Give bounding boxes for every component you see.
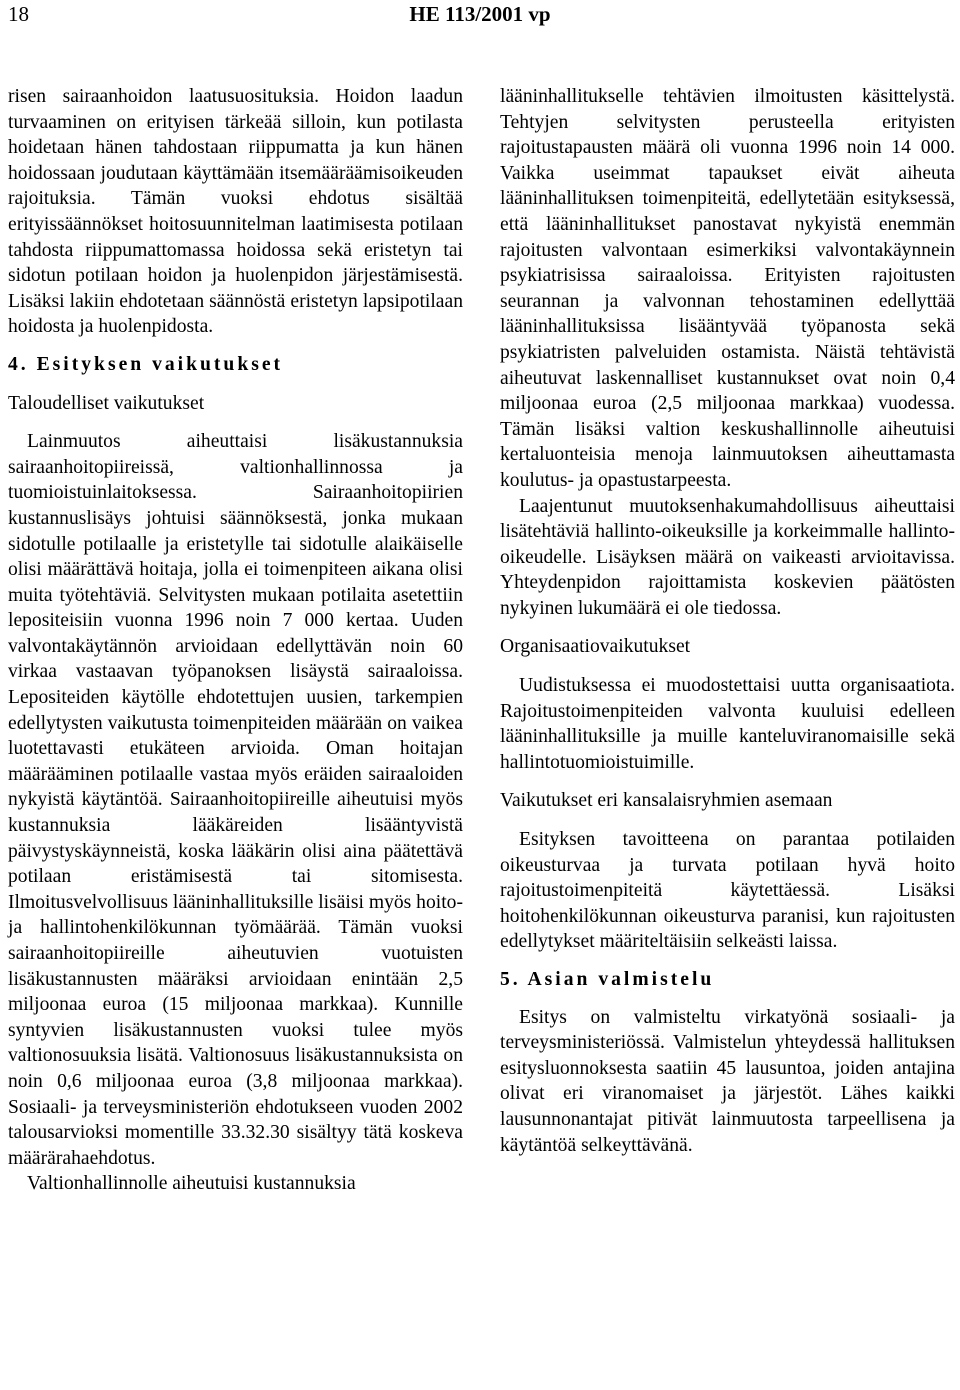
subheading-kansalaisryhmat: Vaikutukset eri kansalaisryhmien asemaan (500, 790, 833, 812)
right-paragraph-4: Esityksen tavoitteena on parantaa potilaiden oikeusturvaa ja turvata potilaan hyvä hoito rajoitustoimenpiteitä käytettäessä. Lisäksi hoitohenkilökunnan oikeusturva paranisi, kun rajoitusten edellytykset määriteltäisiin selkeästi laissa. (500, 829, 955, 953)
section-heading-5: 5. Asian valmistelu (500, 969, 715, 990)
left-paragraph-1: risen sairaanhoidon laatusuosituksia. Hoidon laadun turvaaminen on erityisen tärkeää silloin, kun potilasta hoidetaan hänen tahdostaan riippumatta ja kun hänen hoidossaan joudutaan käyttämään itsemääräämisoikeuden rajoituksia. Tämän vuoksi ehdotus sisältää erityissäännökset hoitosuunnitelman laatimisesta potilaan tahdosta riippumattomassa hoidossa sekä eristetyn tai sidotun potilaan hoidon ja huolenpidon järjestämisestä. Lisäksi lakiin ehdotetaan säännöstä eristetyn lapsipotilaan hoidosta ja huolenpidosta. (8, 86, 463, 338)
right-paragraph-3: Uudistuksessa ei muodostettaisi uutta organisaatiota. Rajoitustoimenpiteiden valvonta kuuluisi edelleen lääninhallituksille ja muille kanteluviranomaisille sekä hallintotuomioistuimille. (500, 675, 955, 773)
document-id: HE 113/2001 vp (409, 2, 551, 26)
right-paragraph-1: lääninhallitukselle tehtävien ilmoitusten käsittelystä. Tehtyjen selvitysten perusteella erityisten rajoitustapausten määrä oli vuonna 1996 noin 14 000. Vaikka useimmat tapaukset eivät aiheuta lääninhallituksen toimenpiteitä, edellytetään esityksessä, että lääninhallitukset panostavat nykyistä enemmän rajoitusten valvontaan esimerkiksi valvontakäynnein psykiatrisissa sairaaloissa. Erityisten rajoitusten seurannan ja valvonnan tehostaminen edellyttää lääninhallituksissa lisääntyvää työpanosta sekä psykiatristen palveluiden ostamista. Näistä tehtävistä aiheutuvat laskennalliset kustannukset ovat noin 0,4 miljoonaa euroa (2,5 miljoonaa markkaa) vuodessa. Tämän lisäksi valtion keskushallinnolle aiheutuisi kertaluonteisia menoja lainmuutoksen aiheuttamasta koulutus- ja opastustarpeesta. (500, 86, 955, 491)
right-paragraph-5: Esitys on valmisteltu virkatyönä sosiaali- ja terveysministeriössä. Valmistelun yhteydessä hallituksen esitysluonnoksesta saatiin 45 lausuntoa, joiden antajina olivat eri viranomaiset ja järjestöt. Lähes kaikki lausunnonantajat pitivät lainmuutosta tarpeellisena ja käytäntöä selkeyttävänä. (500, 1006, 955, 1156)
page-number: 18 (8, 2, 29, 26)
subheading-taloudelliset: Taloudelliset vaikutukset (8, 392, 205, 414)
left-paragraph-3: Valtionhallinnolle aiheutuisi kustannuksia (27, 1173, 356, 1195)
right-column (500, 84, 955, 1158)
section-heading-4: 4. Esityksen vaikutukset (8, 353, 284, 375)
right-paragraph-2: Laajentunut muutoksenhakumahdollisuus aiheuttaisi lisätehtäviä hallinto-oikeuksille ja korkeimmalle hallinto-oikeudelle. Lisäyksen määrä on vaikeasti arvioitavissa. Yhteydenpidon rajoittamista koskevien päätösten nykyinen lukumäärä ei ole tiedossa. (500, 495, 955, 619)
left-paragraph-2: Lainmuutos aiheuttaisi lisäkustannuksia sairaanhoitopiireissä, valtionhallinnossa ja tuomioistuinlaitoksessa. Sairaanhoitopiirien kustannuslisäys johtuisi säännöksestä, jonka mukaan sidotulle potilaalle ja eristetylle tai sidotulle alaikäiselle olisi määrättävä hoitaja, jolla ei toimenpiteen aikana olisi muita työtehtäviä. Selvitysten mukaan potilaita asetettiin lepositeisiin vuonna 1996 noin 7 000 kertaa. Uuden valvontakäytännön arvioidaan edellyttävän noin 60 virkaa vastaavan työpanoksen lisäystä sairaaloissa. Lepositeiden käytölle ehdotettujen uusien, tarkempien edellytysten vaikutusta toimenpiteiden määrään on vaikea luotettavasti etukäteen arvioida. Oman hoitajan määrääminen potilaalle vastaa myös eräiden sairaaloiden nykyistä käytäntöä. Sairaanhoitopiireille aiheutuisi myös kustannuksia lääkäreiden lisääntyvistä päivystyskäynneistä, koska lääkärin olisi aina päätettävä potilaan eristämisestä tai sitomisesta. Ilmoitusvelvollisuus lääninhallituksille lisäisi myös hoito- ja hallintohenkilökunnan työmäärää. Tämän vuoksi sairaanhoitopiireille aiheutuvien vuotuisten lisäkustannusten määräksi arvioidaan enintään 2,5 miljoonaa euroa (15 miljoonaa markkaa). Kunnille syntyvien lisäkustannusten vuoksi tulee myös valtionosuuksia lisätä. Valtionosuus lisäkustannuksista on noin 0,6 miljoonaa euroa (3,8 miljoonaa markkaa). Sosiaali- ja terveysministeriön ehdotukseen vuoden 2002 talousarvioksi momentille 33.32.30 sisältyy tätä koskeva määrärahaehdotus. (8, 431, 463, 1169)
page-header (0, 0, 960, 40)
subheading-organisaatio: Organisaatiovaikutukset (500, 636, 691, 658)
left-column (8, 84, 463, 1197)
